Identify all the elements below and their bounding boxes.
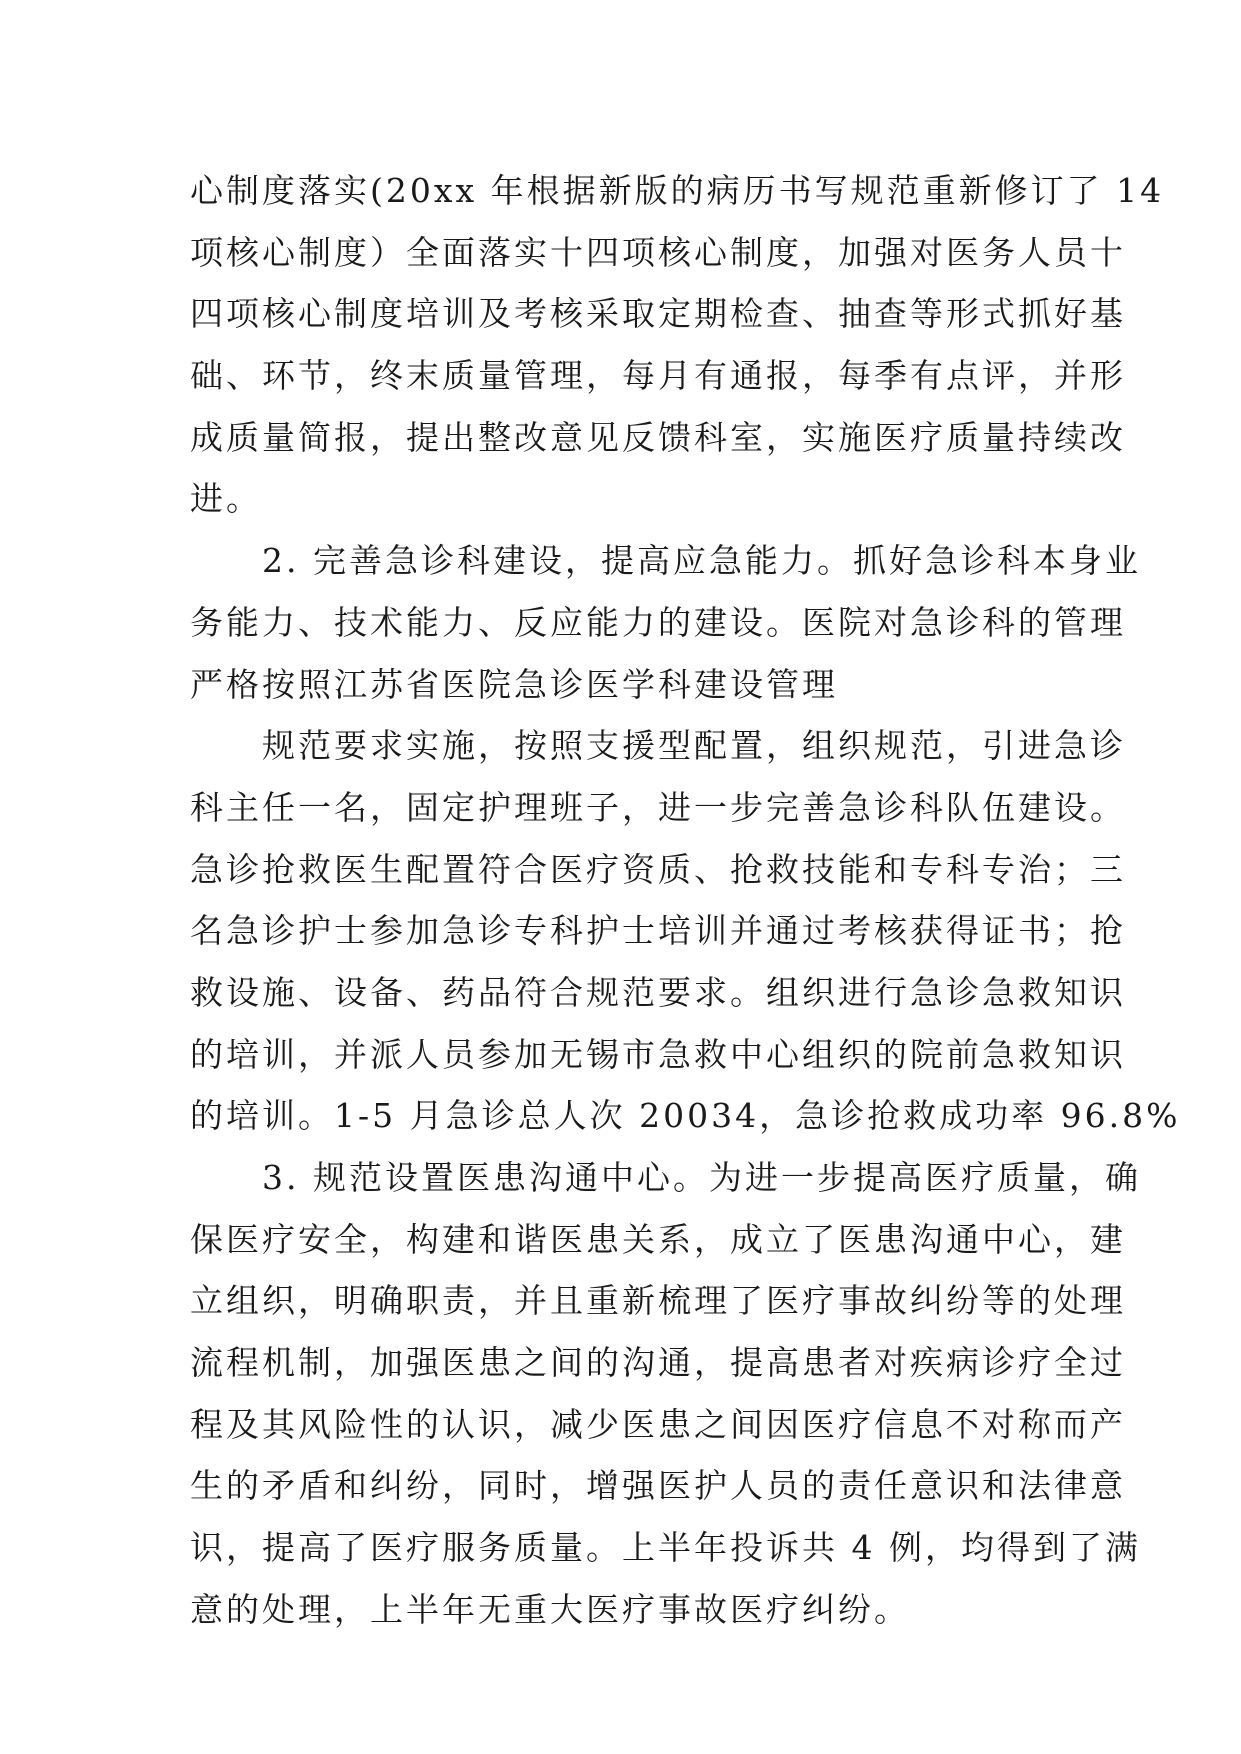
text-line: 识，提高了医疗服务质量。上半年投诉共 4 例，均得到了满 [190,1528,1141,1568]
text-line: 流程机制，加强医患之间的沟通，提高患者对疾病诊疗全过 [190,1343,1126,1383]
text-line: 保医疗安全，构建和谐医患关系，成立了医患沟通中心，建 [190,1219,1126,1259]
text-line: 项核心制度）全面落实十四项核心制度，加强对医务人员十 [190,232,1126,272]
text-line: 立组织，明确职责，并且重新梳理了医疗事故纠纷等的处理 [190,1281,1126,1321]
text-line: 急诊抢救医生配置符合医疗资质、抢救技能和专科专治；三 [190,849,1126,889]
text-line: 础、环节，终末质量管理，每月有通报，每季有点评，并形 [190,356,1126,396]
text-line: 严格按照江苏省医院急诊医学科建设管理 [190,664,838,704]
text-line: 四项核心制度培训及考核采取定期检查、抽查等形式抓好基 [190,294,1126,334]
text-line: 意的处理，上半年无重大医疗事故医疗纠纷。 [190,1589,910,1629]
text-line: 成质量简报，提出整改意见反馈科室，实施医疗质量持续改 [190,417,1126,457]
text-line: 的培训，并派人员参加无锡市急救中心组织的院前急救知识 [190,1034,1126,1074]
text-line: 进。 [190,479,262,519]
text-line: 的培训。1-5 月急诊总人次 20034，急诊抢救成功率 96.8% [190,1096,1181,1136]
text-line: 名急诊护士参加急诊专科护士培训并通过考核获得证书；抢 [190,911,1126,951]
text-line: 2. 完善急诊科建设，提高应急能力。抓好急诊科本身业 [190,541,1141,581]
document-body [190,160,1181,1641]
text-line: 务能力、技术能力、反应能力的建设。医院对急诊科的管理 [190,602,1126,642]
text-line: 程及其风险性的认识，减少医患之间因医疗信息不对称而产 [190,1404,1126,1444]
text-line: 心制度落实(20xx 年根据新版的病历书写规范重新修订了 14 [190,171,1165,210]
text-line: 生的矛盾和纠纷，同时，增强医护人员的责任意识和法律意 [190,1466,1126,1506]
text-line: 3. 规范设置医患沟通中心。为进一步提高医疗质量，确 [190,1158,1141,1197]
text-line: 科主任一名，固定护理班子，进一步完善急诊科队伍建设。 [190,787,1126,827]
text-line: 规范要求实施，按照支援型配置，组织规范，引进急诊 [190,726,1126,766]
text-line: 救设施、设备、药品符合规范要求。组织进行急诊急救知识 [190,972,1126,1012]
